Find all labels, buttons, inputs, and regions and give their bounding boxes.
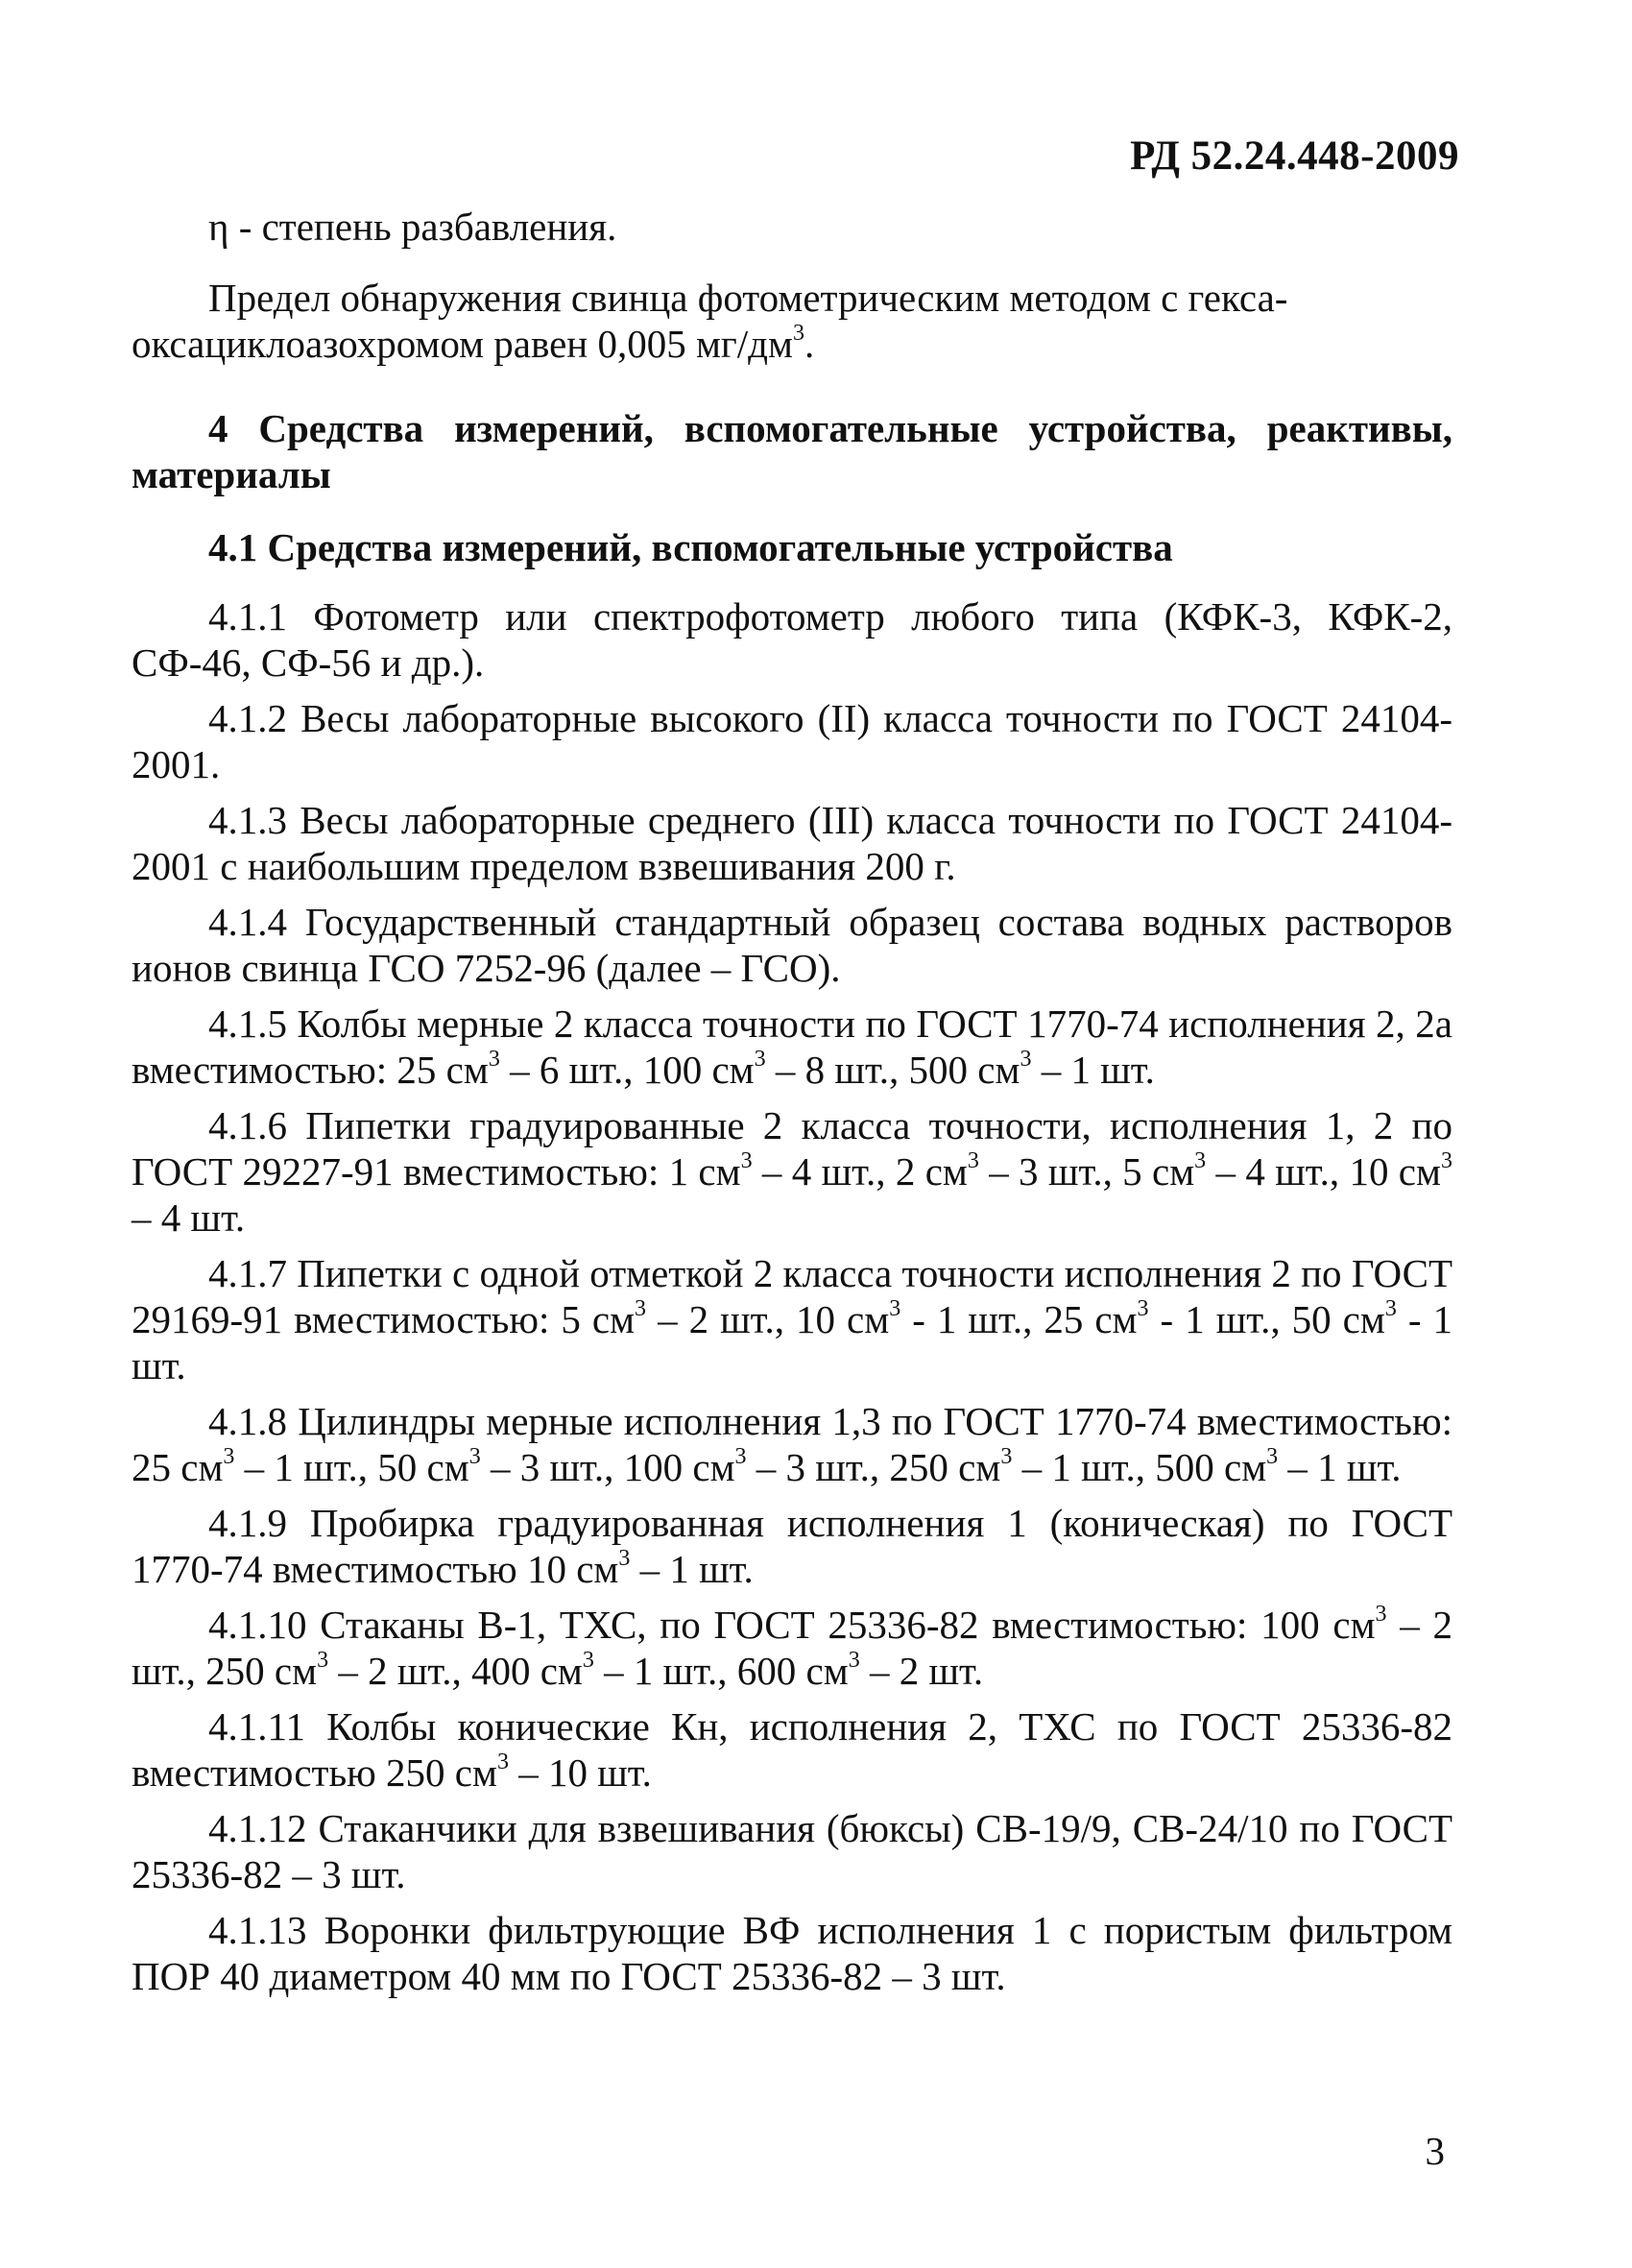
list-item-4-1-5: [132, 1001, 1452, 1093]
superscript: 3: [223, 1444, 235, 1469]
item-text: – 1 шт., 50 см: [234, 1445, 469, 1489]
item-text: – 3 шт., 5 см: [978, 1149, 1195, 1194]
page-number: 3: [1425, 2129, 1445, 2173]
superscript: 3: [1137, 1296, 1149, 1321]
item-text: – 2 шт., 250 см: [132, 1603, 1452, 1693]
page-body: [132, 204, 1452, 2009]
detection-limit-end: .: [804, 322, 815, 366]
item-text: – 1 шт.: [630, 1547, 754, 1591]
detection-limit-line1: Предел обнаружения свинца фотометрическим методом с гекса-: [208, 276, 1288, 320]
superscript: 3: [1440, 1148, 1452, 1173]
item-text: 4.1.6 Пипетки градуированные 2 класса точности, исполнения 1, 2 по ГОСТ 29227-91 вместимостью: 1 см: [132, 1103, 1452, 1194]
list-item-4-1-12: 4.1.12 Стаканчики для взвешивания (бюксы) СВ-19/9, СВ-24/10 по ГОСТ 25336-82 – 3 шт.: [132, 1806, 1452, 1896]
superscript: 3: [317, 1648, 329, 1673]
item-text: - 1 шт., 25 см: [900, 1297, 1138, 1341]
list-item-4-1-3: 4.1.3 Весы лабораторные среднего (III) класса точности по ГОСТ 24104-2001 с наибольшим пределом взвешивания 200 г.: [132, 798, 1452, 888]
list-item-4-1-10: [132, 1602, 1452, 1694]
item-text: – 1 шт., 500 см: [1012, 1445, 1267, 1489]
superscript: 3: [468, 1444, 481, 1469]
list-item-4-1-6: [132, 1102, 1452, 1241]
superscript: 3: [889, 1296, 901, 1321]
superscript: 3: [740, 1148, 753, 1173]
item-text: – 4 шт., 2 см: [752, 1149, 968, 1194]
superscript: 3: [754, 1047, 766, 1072]
item-text: – 4 шт.: [132, 1195, 246, 1240]
superscript: 3: [967, 1148, 979, 1173]
document-code-header: РД 52.24.448-2009: [1130, 133, 1459, 179]
item-text: – 3 шт., 100 см: [480, 1445, 735, 1489]
item-text: 4.1.9 Пробирка градуированная исполнения 1 (коническая) по ГОСТ 1770-74 вместимостью 10 см: [132, 1501, 1452, 1591]
item-text: 4.1.11 Колбы конические Кн, исполнения 2, ТХС по ГОСТ 25336-82 вместимостью 250 см: [132, 1704, 1452, 1795]
item-text: – 1 шт.: [1278, 1445, 1402, 1489]
item-text: 4.1.7 Пипетки с одной отметкой 2 класса точности исполнения 2 по ГОСТ 29169-91 вместимостью: 5 см: [132, 1251, 1452, 1341]
superscript: 3: [1020, 1047, 1032, 1072]
item-text: – 1 шт., 600 см: [593, 1649, 849, 1693]
superscript: 3: [734, 1444, 747, 1469]
item-text: 4.1.10 Стаканы В-1, ТХС, по ГОСТ 25336-82 вместимостью: 100 см: [208, 1603, 1376, 1647]
superscript: 3: [1375, 1602, 1387, 1627]
list-item-4-1-8: [132, 1398, 1452, 1490]
list-item-4-1-11: [132, 1703, 1452, 1796]
superscript: 3: [496, 1749, 509, 1774]
item-text: - 1 шт.: [132, 1297, 1453, 1387]
superscript: 3: [1194, 1148, 1207, 1173]
superscript: 3: [848, 1648, 860, 1673]
section-4-1-heading: 4.1 Средства измерений, вспомогательные устройства: [208, 525, 1173, 569]
superscript: 3: [582, 1648, 594, 1673]
item-text: - 1 шт., 50 см: [1148, 1297, 1385, 1341]
detection-limit-line2: оксациклоазохромом равен 0,005 мг/дм: [132, 322, 793, 366]
list-item-4-1-1: 4.1.1 Фотометр или спектрофотометр любого типа (КФК-3, КФК-2, СФ-46, СФ-56 и др.).: [132, 594, 1452, 685]
section-4-heading: 4 Средства измерений, вспомогательные устройства, реактивы, материалы: [132, 406, 1452, 496]
item-text: – 2 шт., 400 см: [328, 1649, 583, 1693]
list-item-4-1-4: 4.1.4 Государственный стандартный образец состава водных растворов ионов свинца ГСО 7252-96 (далее – ГСО).: [132, 900, 1452, 990]
list-item-4-1-2: 4.1.2 Весы лабораторные высокого (II) класса точности по ГОСТ 24104-2001.: [132, 696, 1452, 786]
list-item-4-1-13: 4.1.13 Воронки фильтрующие ВФ исполнения 1 с пористым фильтром ПОР 40 диаметром 40 мм по ГОСТ 25336-82 – 3 шт.: [132, 1908, 1452, 1998]
item-text: – 3 шт., 250 см: [746, 1445, 1001, 1489]
superscript: 3: [1266, 1444, 1279, 1469]
list-item-4-1-7: [132, 1250, 1452, 1388]
item-text: 4.1.8 Цилиндры мерные исполнения 1,3 по ГОСТ 1770-74 вместимостью: 25 см: [132, 1399, 1452, 1489]
detection-limit-paragraph: [132, 275, 1452, 367]
list-item-4-1-9: [132, 1500, 1452, 1592]
item-text: – 2 шт.: [859, 1649, 984, 1693]
superscript: 3: [635, 1296, 647, 1321]
superscript: 3: [618, 1546, 631, 1571]
superscript: 3: [792, 321, 804, 346]
superscript: 3: [488, 1047, 500, 1072]
item-text: – 4 шт., 10 см: [1206, 1149, 1441, 1194]
item-text: – 2 шт., 10 см: [646, 1297, 890, 1341]
item-text: – 8 шт., 500 см: [765, 1048, 1020, 1092]
item-text: – 1 шт.: [1031, 1048, 1155, 1092]
item-text: – 10 шт.: [508, 1750, 652, 1795]
item-text: 4.1.5 Колбы мерные 2 класса точности по ГОСТ 1770-74 исполнения 2, 2а вместимостью: 25 см: [132, 1001, 1452, 1092]
superscript: 3: [1000, 1444, 1013, 1469]
eta-definition: η - степень разбавления.: [208, 205, 617, 249]
item-text: – 6 шт., 100 см: [499, 1048, 755, 1092]
superscript: 3: [1384, 1296, 1397, 1321]
